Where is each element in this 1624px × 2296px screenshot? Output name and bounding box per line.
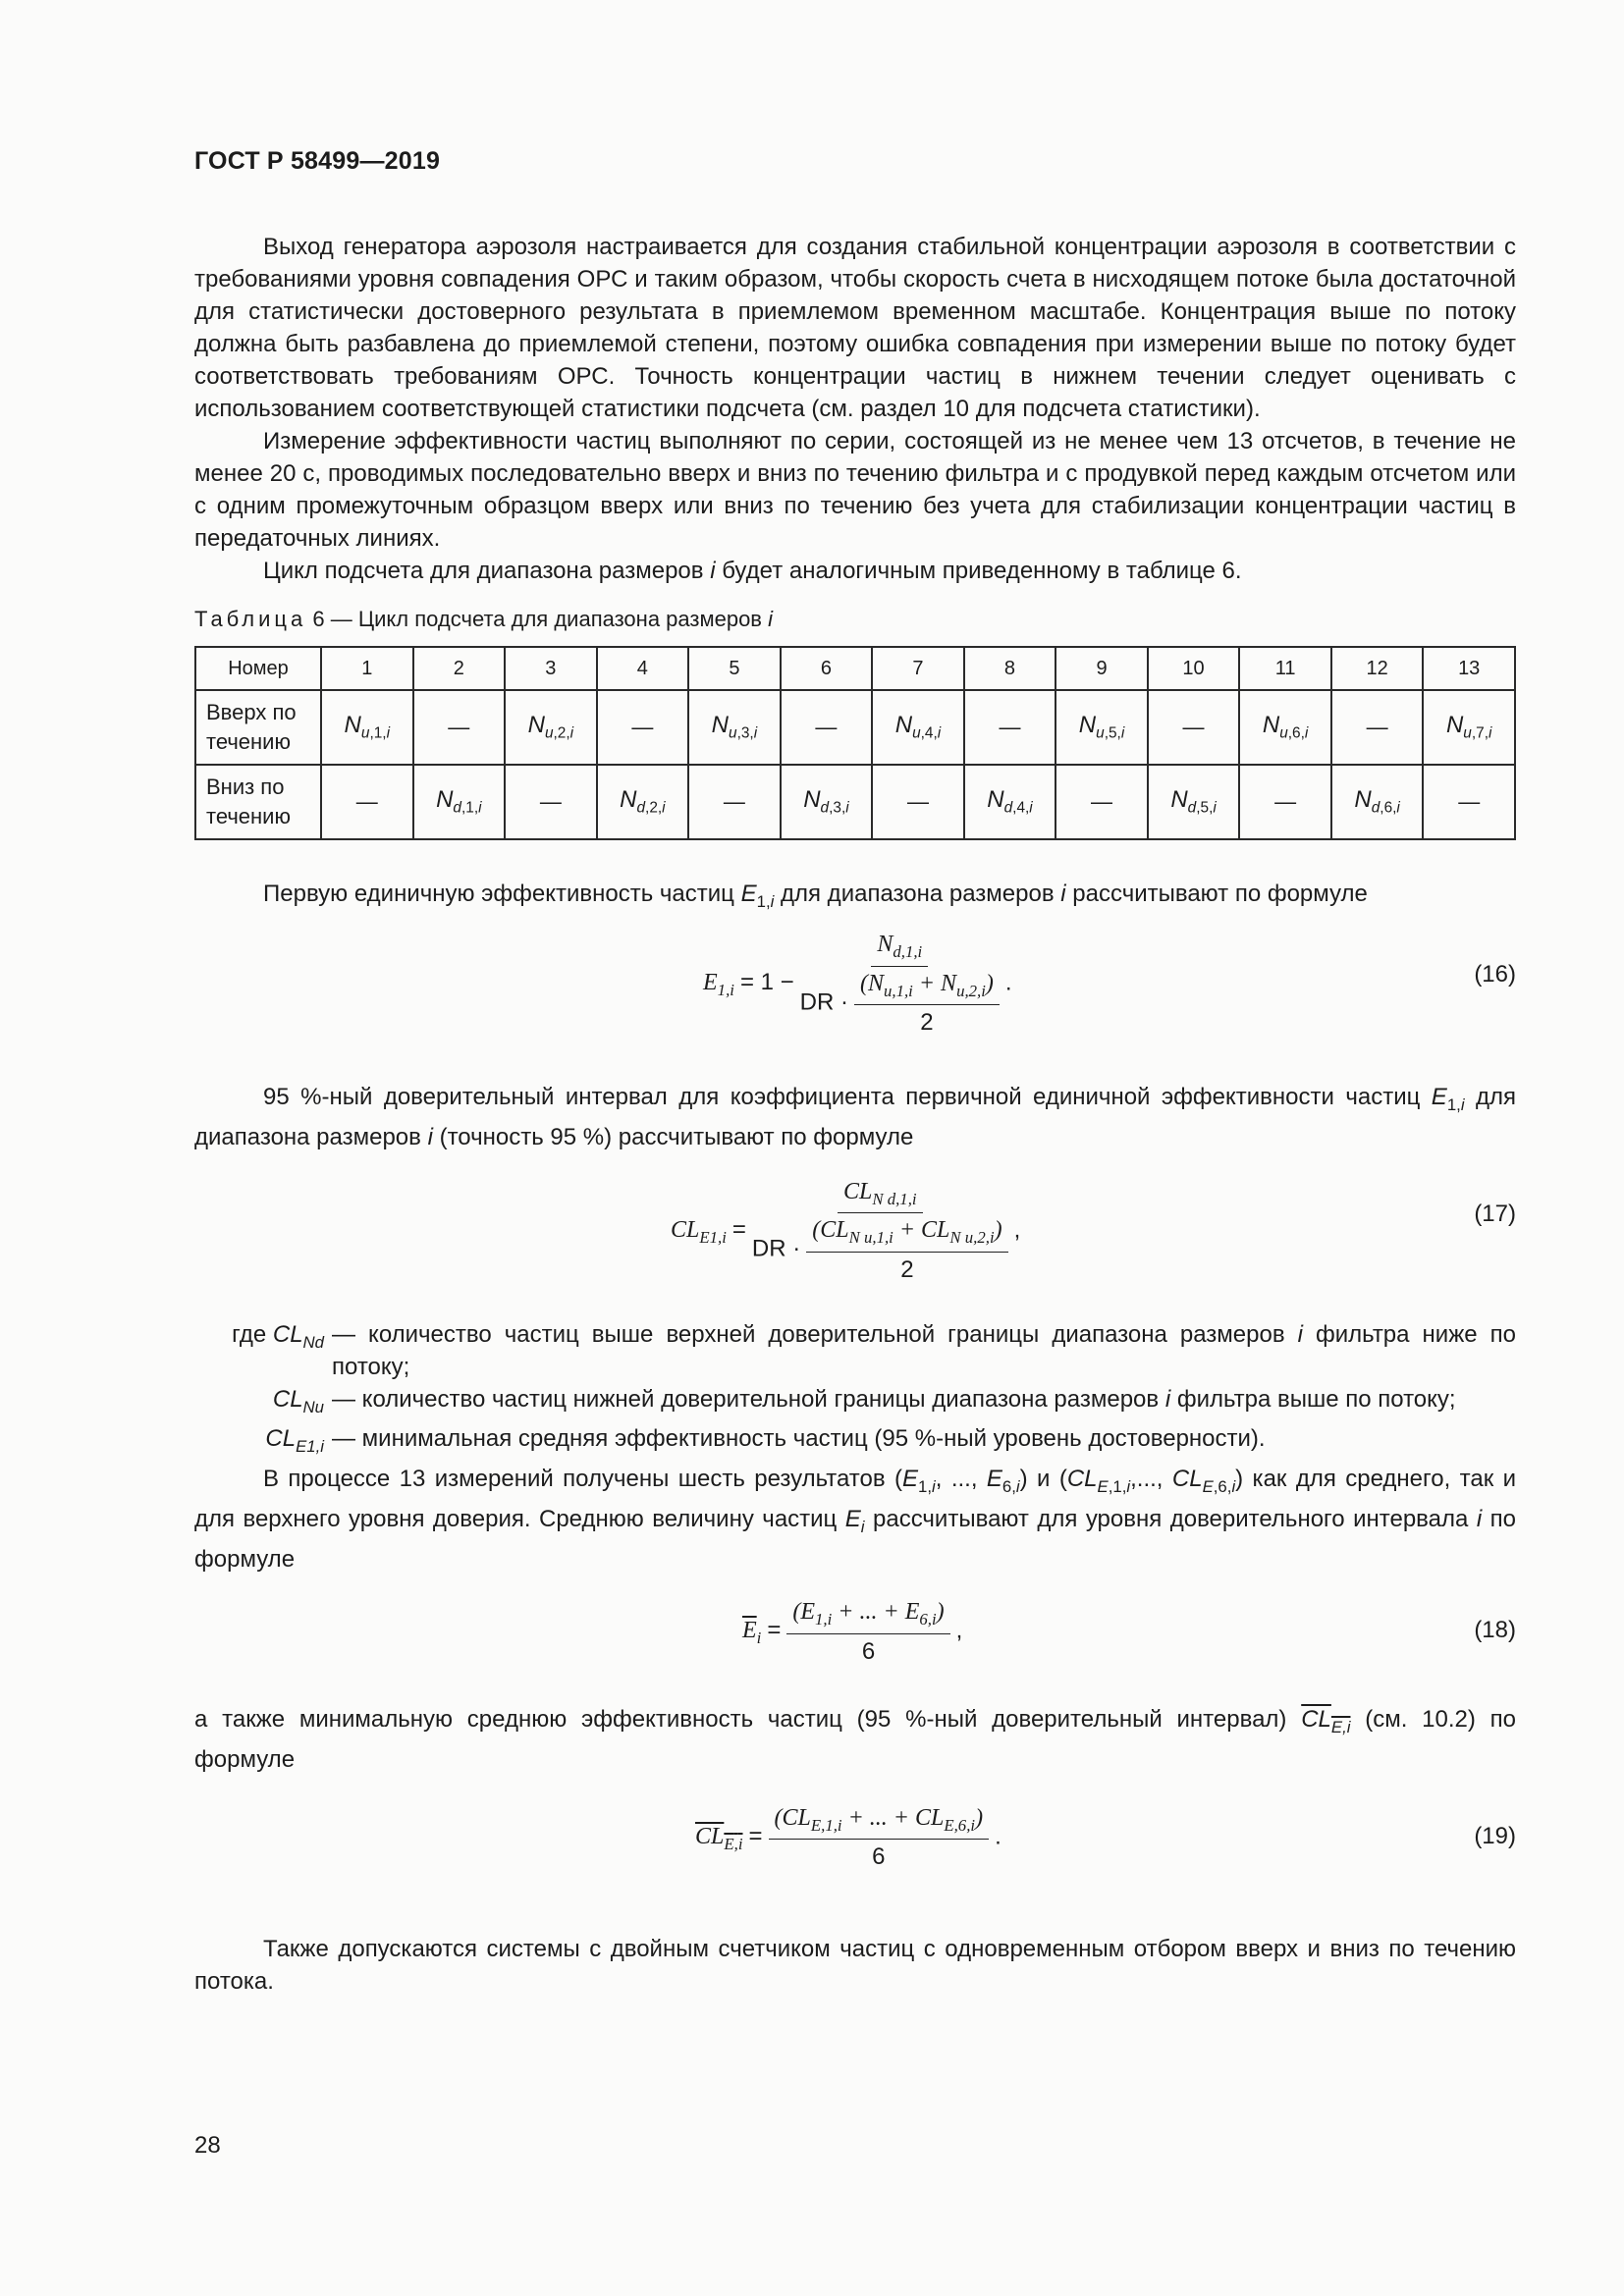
downstream-cell: $N_{d,6,i}$ <box>1331 765 1424 839</box>
downstream-cell: — <box>1239 765 1331 839</box>
upstream-cell: — <box>413 690 506 765</box>
header-cell-number: Номер <box>195 647 321 690</box>
formula-17-body: $CL_{E1,i}$ = $CL_{N d,1,i}$ DR · $\frac{(CL_{N u,1,i} + CL_{N u,2,i})}{2}$ , <box>671 1178 1021 1284</box>
downstream-cell: — <box>1056 765 1148 839</box>
upstream-cell: $N_{u,4,i}$ <box>872 690 964 765</box>
formula-19-numerator: ($CL_{E,1,i}$ + ... + $CL_{E,6,i}$) <box>769 1805 990 1841</box>
header-cell: 11 <box>1239 647 1331 690</box>
formula-17-lhs: $CL_{E1,i}$ = <box>671 1215 746 1247</box>
formula-19 <box>194 1805 1516 1899</box>
header-cell: 12 <box>1331 647 1424 690</box>
upstream-cell: — <box>781 690 873 765</box>
formula-18-lhs: $\overline{E}_i$ = <box>742 1617 782 1647</box>
document-page <box>194 147 1516 1998</box>
formula-16 <box>194 932 1516 1045</box>
where-symbol-cle1i: $CL_{E1,i}$ <box>265 1425 324 1457</box>
table-header-row <box>195 647 1515 690</box>
downstream-cell: — <box>321 765 413 839</box>
downstream-cell: $N_{d,4,i}$ <box>964 765 1056 839</box>
formula-17-number: (17) <box>1474 1200 1516 1227</box>
document-header: ГОСТ Р 58499—2019 <box>194 147 441 175</box>
downstream-cell: — <box>872 765 964 839</box>
upstream-cell: — <box>597 690 689 765</box>
paragraph-min-efficiency: а также минимальную среднюю эффективность частиц (95 %-ный доверительный интервал) $CL_{E,i}$ (см. 10.2) по формуле <box>194 1705 1517 1773</box>
paragraph-dual-counter: Также допускаются системы с двойным счетчиком частиц с одновременным отбором вверх и вниз по течению потока. <box>194 1935 1516 1995</box>
upstream-cell: $N_{u,1,i}$ <box>321 690 413 765</box>
formula-18-numerator: ($E_{1,i}$ + ... + $E_{6,i}$) <box>786 1599 949 1634</box>
upstream-cell: $N_{u,7,i}$ <box>1423 690 1515 765</box>
downstream-cell: $N_{d,1,i}$ <box>413 765 506 839</box>
row-label-upstream: Вверх по течению <box>195 690 321 765</box>
paragraph-thirteen-measurements: В процессе 13 измерений получены шесть результатов ($E_{1,i}$, ..., $E_{6,i}$) и ($CL_{E,1,i}$,..., $CL_{E,6,i}$) как для среднего, так и для верхнего уровня доверия. Среднюю величину частиц $E_i$ рассчитывают для уровня доверительного интервала i по формуле <box>194 1466 1517 1573</box>
where-text-clnd: — количество частиц выше верхней доверительной границы диапазона размеров i фильтра ниже по потоку; <box>332 1320 1516 1380</box>
downstream-cell: — <box>505 765 597 839</box>
table-caption <box>194 607 1516 632</box>
upstream-cell: — <box>964 690 1056 765</box>
upstream-cell: $N_{u,6,i}$ <box>1239 690 1331 765</box>
upstream-cell: $N_{u,5,i}$ <box>1056 690 1148 765</box>
formula-18-denominator: 6 <box>861 1637 876 1665</box>
page-number: 28 <box>194 2132 221 2159</box>
formula-19-lhs: $CL_{E,i}$ = <box>695 1822 763 1853</box>
formula-17-fraction <box>752 1179 1008 1285</box>
downstream-cell: — <box>1423 765 1515 839</box>
where-text-cle1i: — минимальная средняя эффективность частиц (95 %-ный уровень достоверности). <box>332 1425 1266 1453</box>
row-label-downstream: Вниз по течению <box>195 765 321 839</box>
formula-18-fraction <box>786 1599 949 1666</box>
paragraph-efficiency-measurement: Измерение эффективности частиц выполняют по серии, состоящей из не менее чем 13 отсчетов, в течение не менее 20 с, проводимых последовательно вверх и вниз по течению фильтра и с продувкой перед каждым отсчетом или с одним промежуточным образцом вверх или вниз по течению без учета для стабилизации концентрации частиц в передаточных линиях. <box>194 428 1516 552</box>
table-caption-word: Таблица <box>194 607 307 631</box>
count-cycle-table <box>194 646 1516 840</box>
table-caption-text: 6 — Цикл подсчета для диапазона размеров i <box>312 607 773 631</box>
formula-18 <box>194 1599 1516 1687</box>
header-cell: 3 <box>505 647 597 690</box>
header-cell: 2 <box>413 647 506 690</box>
formula-16-number: (16) <box>1474 960 1516 988</box>
paragraph-first-efficiency: Первую единичную эффективность частиц $E_{1,i}$ для диапазона размеров i рассчитывают по формуле <box>263 881 1368 911</box>
header-cell: 6 <box>781 647 873 690</box>
formula-16-body: $E_{1,i} = 1$ − $N_{d,1,i}$ DR · $\frac{(N_{u,1,i} + N_{u,2,i})}{2}$ . <box>703 931 1012 1037</box>
header-cell: 4 <box>597 647 689 690</box>
upstream-cell: — <box>1331 690 1424 765</box>
formula-18-body: $\overline{E}_i$ = $\frac{(E_{1,i} + ... + E_{6,i})}{6}$ , <box>742 1598 963 1665</box>
upstream-cell: $N_{u,2,i}$ <box>505 690 597 765</box>
paragraph-confidence-interval: 95 %-ный доверительный интервал для коэффициента первичной единичной эффективности частиц $E_{1,i}$ для диапазона размеров i (точность 95 %) рассчитывают по формуле <box>194 1083 1516 1150</box>
where-text-clnu: — количество частиц нижней доверительной границы диапазона размеров i фильтра выше по потоку; <box>332 1385 1456 1413</box>
where-symbol-clnu: $CL_{Nu}$ <box>272 1385 324 1416</box>
header-cell: 5 <box>688 647 781 690</box>
header-cell: 1 <box>321 647 413 690</box>
formula-16-fraction <box>800 932 1000 1038</box>
formula-19-number: (19) <box>1474 1822 1516 1849</box>
upstream-cell: — <box>1148 690 1240 765</box>
header-cell: 7 <box>872 647 964 690</box>
formula-17 <box>194 1179 1516 1299</box>
header-cell: 13 <box>1423 647 1515 690</box>
downstream-cell: $N_{d,2,i}$ <box>597 765 689 839</box>
formula-19-denominator: 6 <box>872 1843 886 1871</box>
formula-18-number: (18) <box>1474 1616 1516 1643</box>
formula-17-denominator: DR · $\frac{(CL_{N u,1,i} + CL_{N u,2,i})}{2}$ <box>752 1213 1008 1284</box>
formula-16-numerator: $N_{d,1,i}$ <box>871 932 928 967</box>
table-row-upstream <box>195 690 1515 765</box>
header-cell: 9 <box>1056 647 1148 690</box>
downstream-cell: $N_{d,5,i}$ <box>1148 765 1240 839</box>
formula-16-denominator: DR · $\frac{(N_{u,1,i} + N_{u,2,i})}{2}$ <box>800 967 1000 1038</box>
paragraph-aerosol-generator: Выход генератора аэрозоля настраивается для создания стабильной концентрации аэрозоля в соответствии с требованиями уровня совпадения ОРС и таким образом, чтобы скорость счета в нисходящем потоке была достаточной для статистически достоверного результата в приемлемом временном масштабе. Концентрация выше по потоку должна быть разбавлена до приемлемой степени, поэтому ошибка совпадения при измерении выше по потоку будет соответствовать требованиям ОРС. Точность концентрации частиц в нижнем течении следует оценивать с использованием соответствующей статистики подсчета (см. раздел 10 для подсчета статистики). <box>194 234 1516 422</box>
paragraph-count-cycle: Цикл подсчета для диапазона размеров i будет аналогичным приведенному в таблице 6. <box>263 558 1242 584</box>
where-definitions <box>194 1318 1516 1464</box>
upstream-cell: $N_{u,3,i}$ <box>688 690 781 765</box>
downstream-cell: $N_{d,3,i}$ <box>781 765 873 839</box>
header-cell: 10 <box>1148 647 1240 690</box>
formula-17-numerator: $CL_{N d,1,i}$ <box>838 1179 923 1214</box>
where-symbol-clnd: где $CL_{Nd}$ <box>232 1320 324 1352</box>
header-cell: 8 <box>964 647 1056 690</box>
downstream-cell: — <box>688 765 781 839</box>
formula-19-body: $CL_{E,i}$ = $\frac{(CL_{E,1,i} + ... + CL_{E,6,i})}{6}$ . <box>695 1804 1001 1871</box>
table-row-downstream <box>195 765 1515 839</box>
formula-19-fraction <box>769 1805 990 1872</box>
formula-16-lhs: $E_{1,i} = 1$ − <box>703 969 794 999</box>
